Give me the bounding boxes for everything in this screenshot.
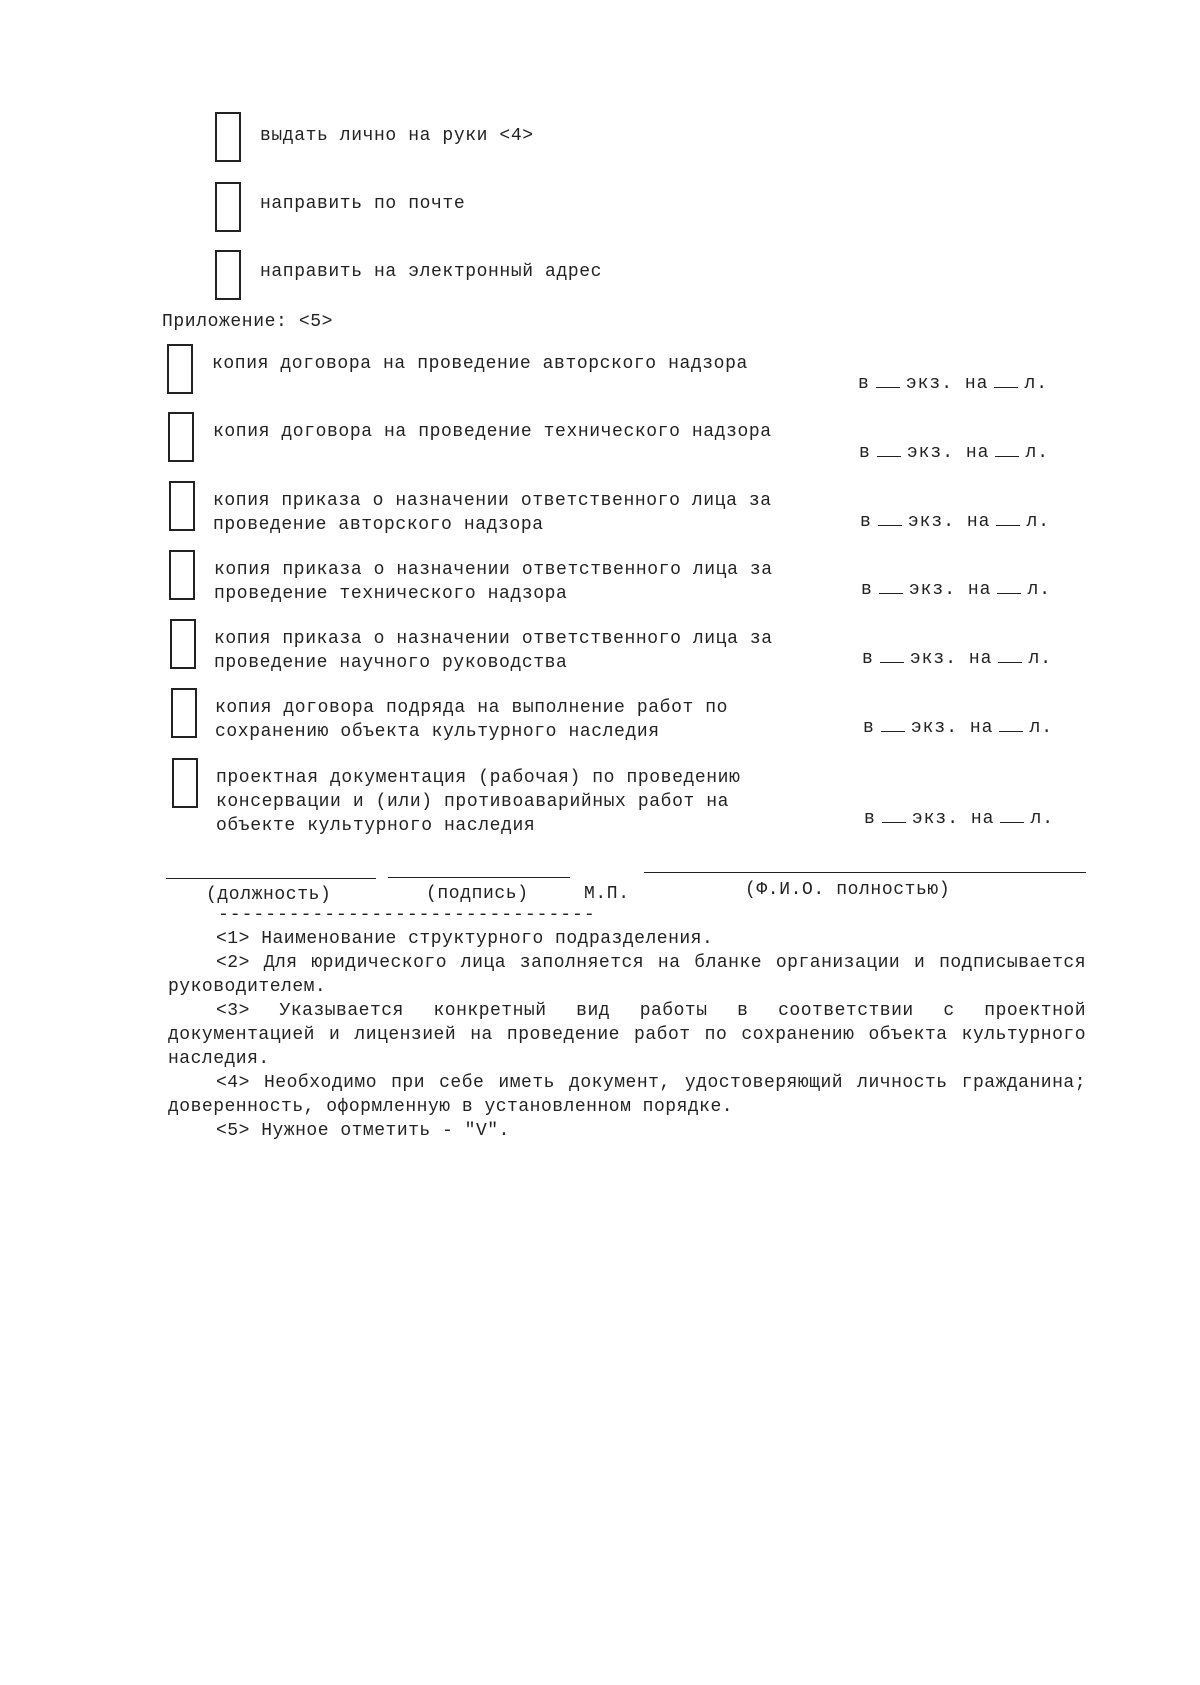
pages-count-blank[interactable] xyxy=(997,579,1021,594)
copies-count-blank[interactable] xyxy=(877,442,901,457)
footnote-2: <2> Для юридического лица заполняется на бланке организации и подписывается руководителем. xyxy=(168,953,1086,997)
signature-line[interactable] xyxy=(388,877,570,878)
attachment-checkbox-6[interactable] xyxy=(171,688,197,738)
attachment-text-7-line-2: консервации и (или) противоаварийных работ на xyxy=(216,792,730,812)
copies-middle: экз. на xyxy=(907,512,991,532)
attachment-checkbox-1[interactable] xyxy=(167,344,193,394)
attachment-text-7-line-1: проектная документация (рабочая) по проведению xyxy=(216,768,741,788)
attachment-checkbox-2[interactable] xyxy=(168,412,194,462)
attachment-text-5-line-1: копия приказа о назначении ответственного лица за xyxy=(214,629,773,649)
attachment-copies-7 xyxy=(864,807,1054,831)
pages-count-blank[interactable] xyxy=(1000,808,1024,823)
attachment-checkbox-4[interactable] xyxy=(169,550,195,600)
copies-prefix: в xyxy=(860,512,872,532)
copies-prefix: в xyxy=(862,649,874,669)
attachment-checkbox-3[interactable] xyxy=(169,481,195,531)
copies-prefix: в xyxy=(861,580,873,600)
copies-count-blank[interactable] xyxy=(878,511,902,526)
attachment-checkbox-5[interactable] xyxy=(170,619,196,669)
footnote-1: <1> Наименование структурного подразделения. xyxy=(216,929,714,949)
footnote-4: <4> Необходимо при себе иметь документ, удостоверяющий личность гражданина; доверенность, оформленную в установленном порядке. xyxy=(168,1073,1086,1117)
copies-suffix: л. xyxy=(1026,512,1051,532)
full-name-label: (Ф.И.О. полностью) xyxy=(745,880,951,900)
attachment-copies-2 xyxy=(859,441,1049,465)
footnote-3: <3> Указывается конкретный вид работы в соответствии с проектной документацией и лицензией на проведение работ по сохранению объекта культурного наследия. xyxy=(168,1001,1086,1069)
copies-count-blank[interactable] xyxy=(879,579,903,594)
copies-suffix: л. xyxy=(1027,580,1052,600)
pages-count-blank[interactable] xyxy=(995,442,1019,457)
copies-suffix: л. xyxy=(1030,809,1055,829)
copies-middle: экз. на xyxy=(905,374,989,394)
attachment-checkbox-7[interactable] xyxy=(172,758,198,808)
copies-suffix: л. xyxy=(1024,374,1049,394)
delivery-label-email: направить на электронный адрес xyxy=(260,262,603,282)
copies-suffix: л. xyxy=(1025,443,1050,463)
copies-suffix: л. xyxy=(1028,649,1053,669)
copies-count-blank[interactable] xyxy=(882,808,906,823)
full-name-line[interactable] xyxy=(644,872,1086,873)
delivery-label-post: направить по почте xyxy=(260,194,466,214)
attachment-text-6-line-2: сохранению объекта культурного наследия xyxy=(215,722,660,742)
copies-prefix: в xyxy=(864,809,876,829)
copies-middle: экз. на xyxy=(909,649,993,669)
footnotes xyxy=(168,927,1086,1143)
attachment-copies-3 xyxy=(860,510,1050,534)
copies-prefix: в xyxy=(863,718,875,738)
copies-count-blank[interactable] xyxy=(881,717,905,732)
delivery-checkbox-post[interactable] xyxy=(215,182,241,232)
copies-prefix: в xyxy=(858,374,870,394)
delivery-checkbox-in-person[interactable] xyxy=(215,112,241,162)
appendix-heading: Приложение: <5> xyxy=(162,312,334,332)
attachment-text-1: копия договора на проведение авторского надзора xyxy=(212,354,748,374)
delivery-label-in-person: выдать лично на руки <4> xyxy=(260,126,534,146)
delivery-checkbox-email[interactable] xyxy=(215,250,241,300)
copies-suffix: л. xyxy=(1029,718,1054,738)
stamp-label: М.П. xyxy=(584,884,630,904)
attachment-text-7-line-3: объекте культурного наследия xyxy=(216,816,536,836)
copies-middle: экз. на xyxy=(910,718,994,738)
copies-count-blank[interactable] xyxy=(880,648,904,663)
attachment-text-2: копия договора на проведение технического надзора xyxy=(213,422,772,442)
copies-count-blank[interactable] xyxy=(876,373,900,388)
attachment-text-4-line-1: копия приказа о назначении ответственного лица за xyxy=(214,560,773,580)
attachment-copies-4 xyxy=(861,578,1051,602)
attachment-text-6-line-1: копия договора подряда на выполнение работ по xyxy=(215,698,729,718)
attachment-copies-6 xyxy=(863,716,1053,740)
copies-prefix: в xyxy=(859,443,871,463)
attachment-text-3-line-2: проведение авторского надзора xyxy=(213,515,544,535)
attachment-copies-1 xyxy=(858,372,1048,396)
attachment-text-5-line-2: проведение научного руководства xyxy=(214,653,568,673)
footnote-separator: -------------------------------- xyxy=(218,905,596,925)
attachment-copies-5 xyxy=(862,647,1052,671)
attachment-text-4-line-2: проведение технического надзора xyxy=(214,584,568,604)
copies-middle: экз. на xyxy=(911,809,995,829)
pages-count-blank[interactable] xyxy=(999,717,1023,732)
attachment-text-3-line-1: копия приказа о назначении ответственного лица за xyxy=(213,491,772,511)
pages-count-blank[interactable] xyxy=(996,511,1020,526)
footnote-5: <5> Нужное отметить - "V". xyxy=(216,1121,510,1141)
pages-count-blank[interactable] xyxy=(998,648,1022,663)
copies-middle: экз. на xyxy=(908,580,992,600)
position-signature-line[interactable] xyxy=(166,878,376,879)
copies-middle: экз. на xyxy=(906,443,990,463)
signature-label: (подпись) xyxy=(426,884,529,904)
position-label: (должность) xyxy=(206,885,332,905)
pages-count-blank[interactable] xyxy=(994,373,1018,388)
